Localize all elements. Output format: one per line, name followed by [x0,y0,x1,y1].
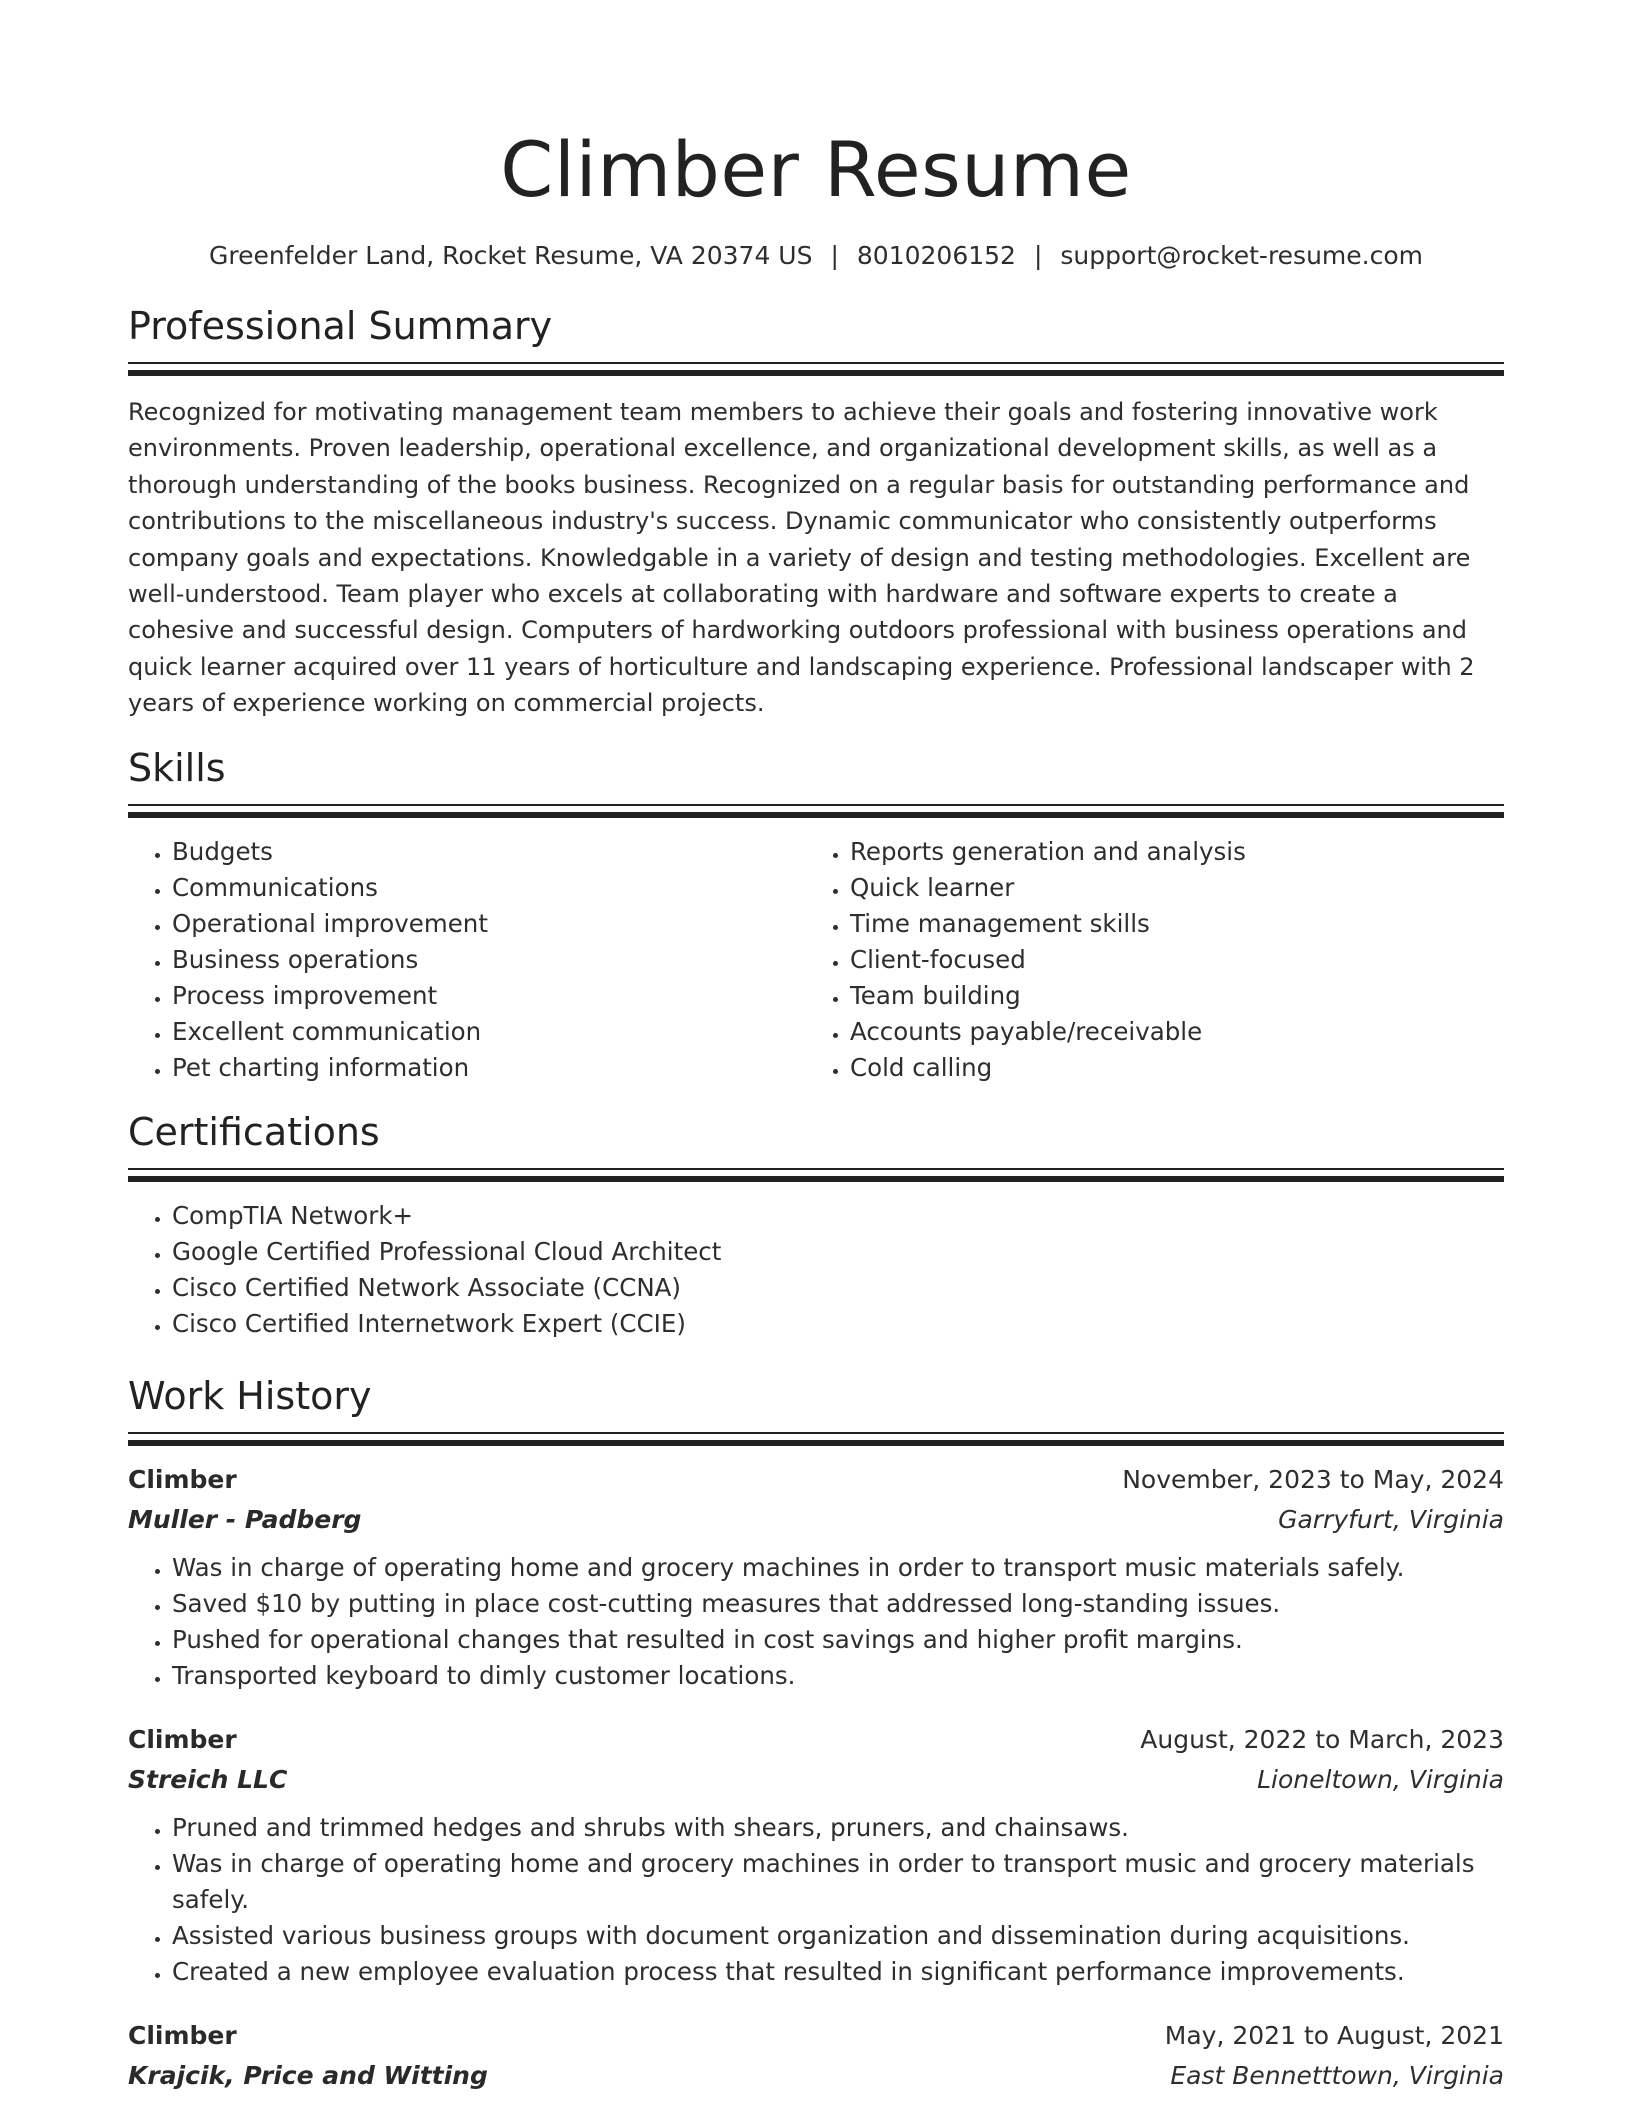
skill-item: • Pet charting information [172,1050,806,1086]
job-location: Garryfurt, Virginia [1278,1504,1504,1534]
section-heading: Certifications [128,1109,380,1154]
skill-item: • Time management skills [850,906,1484,942]
resume-title: Climber Resume [500,125,1132,214]
skill-item: • Cold calling [850,1050,1484,1086]
skill-item: • Business operations [172,942,806,978]
skills-column-right [806,834,1484,1086]
section-divider [128,1432,1504,1446]
summary-text: Recognized for motivating management team members to achieve their goals and fostering innovative work environments. Proven leadership, operational excellence, and organizational development skills, as well as a thorough understanding of the books business. Recognized on a regular basis for outstanding performance and contributions to the miscellaneous industry's success. Dynamic communicator who consistently outperforms company goals and expectations. Knowledgable in a variety of design and testing methodologies. Excellent are well-understood. Team player who excels at collaborating with hardware and software experts to create a cohesive and successful design. Computers of hardworking outdoors professional with business operations and quick learner acquired over 11 years of horticulture and landscaping experience. Professional landscaper with 2 years of experience working on commercial projects. [128,398,1475,718]
job-duty-item: • Saved $10 by putting in place cost-cutting measures that addressed long-standing issues. [172,1586,1504,1622]
job-company: Krajcik, Price and Witting [128,2060,488,2090]
certification-item: • CompTIA Network+ [172,1198,1504,1234]
skills-column-left [128,834,806,1086]
job-title: Climber [128,1464,237,1494]
work-history-section [128,1372,1504,2096]
jobs-list [128,1460,1504,2096]
job-company-row [128,1500,1504,1540]
job-duty-item: • Was in charge of operating home and grocery machines in order to transport music materials safely. [172,1550,1504,1586]
job-header-row [128,2016,1504,2056]
job-dates: May, 2021 to August, 2021 [1164,2020,1504,2050]
skill-item: • Team building [850,978,1484,1014]
skill-item: • Quick learner [850,870,1484,906]
skill-item: • Excellent communication [172,1014,806,1050]
job-duty-item: • Created a new employee evaluation process that resulted in significant performance improvements. [172,1954,1504,1990]
job-company-row [128,2056,1504,2096]
skill-item: • Budgets [172,834,806,870]
certifications-section [128,1108,1504,1342]
job-title: Climber [128,1724,237,1754]
job-company: Streich LLC [128,1764,288,1794]
job-duty-item: • Transported keyboard to dimly customer locations. [172,1658,1504,1694]
skill-item: • Reports generation and analysis [850,834,1484,870]
job-company-row [128,1760,1504,1800]
contact-email: support@rocket-resume.com [1060,241,1424,270]
job-duties-list [128,1550,1504,1694]
job-duty-item: • Assisted various business groups with document organization and dissemination during acquisitions. [172,1918,1504,1954]
skills-grid [128,834,1504,1086]
job-entry [128,1720,1504,1990]
skills-list [806,834,1484,1086]
job-entry [128,2016,1504,2096]
contact-phone: 8010206152 [856,241,1016,270]
contact-address: Greenfelder Land, Rocket Resume, VA 20374 US [208,241,813,270]
section-heading: Skills [128,745,226,790]
skill-item: • Communications [172,870,806,906]
job-dates: November, 2023 to May, 2024 [1122,1464,1504,1494]
resume-page [128,0,1504,2096]
section-heading: Professional Summary [128,304,553,348]
job-dates: August, 2022 to March, 2023 [1140,1724,1504,1754]
summary-section [128,302,1504,722]
skills-section [128,744,1504,1086]
job-header-row [128,1720,1504,1760]
job-duty-item: • Pruned and trimmed hedges and shrubs with shears, pruners, and chainsaws. [172,1810,1504,1846]
certification-item: • Cisco Certified Network Associate (CCNA) [172,1270,1504,1306]
contact-separator: | [1033,241,1043,270]
job-duties-list [128,1810,1504,1990]
job-location: Lioneltown, Virginia [1257,1764,1504,1794]
job-company: Muller - Padberg [128,1504,362,1534]
job-duty-item: • Pushed for operational changes that resulted in cost savings and higher profit margins. [172,1622,1504,1658]
job-location: East Bennetttown, Virginia [1170,2060,1504,2090]
job-entry [128,1460,1504,1694]
skill-item: • Client-focused [850,942,1484,978]
contact-line [128,240,1504,272]
skills-list [128,834,806,1086]
section-divider [128,804,1504,818]
job-header-row [128,1460,1504,1500]
job-duty-item: • Was in charge of operating home and grocery machines in order to transport music and grocery materials safely. [172,1846,1504,1918]
certifications-list [128,1198,1504,1342]
job-title: Climber [128,2020,237,2050]
contact-separator: | [830,241,839,270]
skill-item: • Process improvement [172,978,806,1014]
section-divider [128,1168,1504,1182]
section-divider [128,362,1504,376]
skill-item: • Accounts payable/receivable [850,1014,1484,1050]
skill-item: • Operational improvement [172,906,806,942]
section-heading: Work History [128,1373,372,1418]
certification-item: • Cisco Certified Internetwork Expert (CCIE) [172,1306,1504,1342]
certification-item: • Google Certified Professional Cloud Architect [172,1234,1504,1270]
